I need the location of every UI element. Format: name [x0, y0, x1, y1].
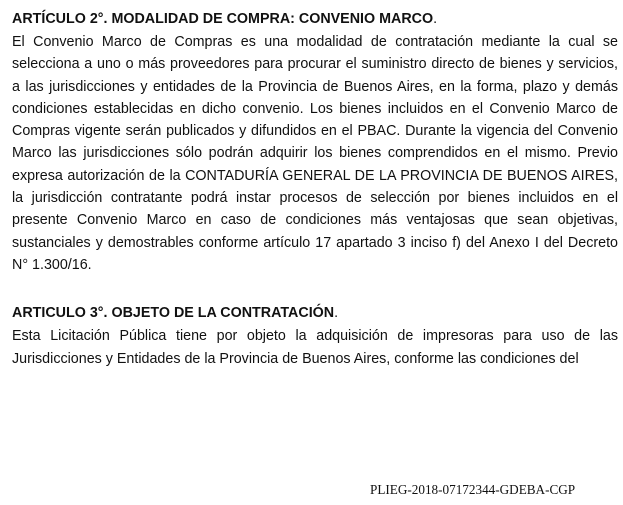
section-spacer: [12, 276, 618, 302]
article-3-heading-punct: .: [334, 305, 339, 322]
article-2-heading-text: ARTÍCULO 2°. MODALIDAD DE COMPRA: CONVENIO MARCO: [12, 11, 434, 27]
article-2-heading: [12, 8, 618, 31]
article-3-heading: [12, 302, 618, 325]
document-page: [12, 8, 618, 370]
article-3-body: Esta Licitación Pública tiene por objeto la adquisición de impresoras para uso de las Jurisdicciones y Entidades de la Provincia de Buenos Aires, conforme las condiciones del: [12, 328, 618, 367]
article-2-heading-punct: .: [433, 11, 438, 27]
article-2-body: El Convenio Marco de Compras es una modalidad de contratación mediante la cual se selecciona a uno o más proveedores para procurar el suministro directo de bienes y servicios, a las jurisdicciones y entidades de la Provincia de Buenos Aires, en la forma, plazo y demás condiciones establecidas en dicho convenio. Los bienes incluidos en el Convenio Marco de Compras vigente serán publicados y difundidos en el PBAC. Durante la vigencia del Convenio Marco las jurisdicciones sólo podrán adquirir los bienes comprendidos en el mismo. Previo expresa autorización de la CONTADURÍA GENERAL DE LA PROVINCIA DE BUENOS AIRES, la jurisdicción contratante podrá instar procesos de selección por bienes incluidos en el presente Convenio Marco en caso de condiciones más ventajosas que sean objetivas, sustanciales y demostrables conforme artículo 17 apartado 3 inciso f) del Anexo I del Decreto N° 1.300/16.: [12, 34, 618, 273]
article-3-heading-text: ARTICULO 3°. OBJETO DE LA CONTRATACIÓN: [12, 305, 335, 322]
document-id-footer: PLIEG-2018-07172344-GDEBA-CGP: [370, 482, 576, 497]
